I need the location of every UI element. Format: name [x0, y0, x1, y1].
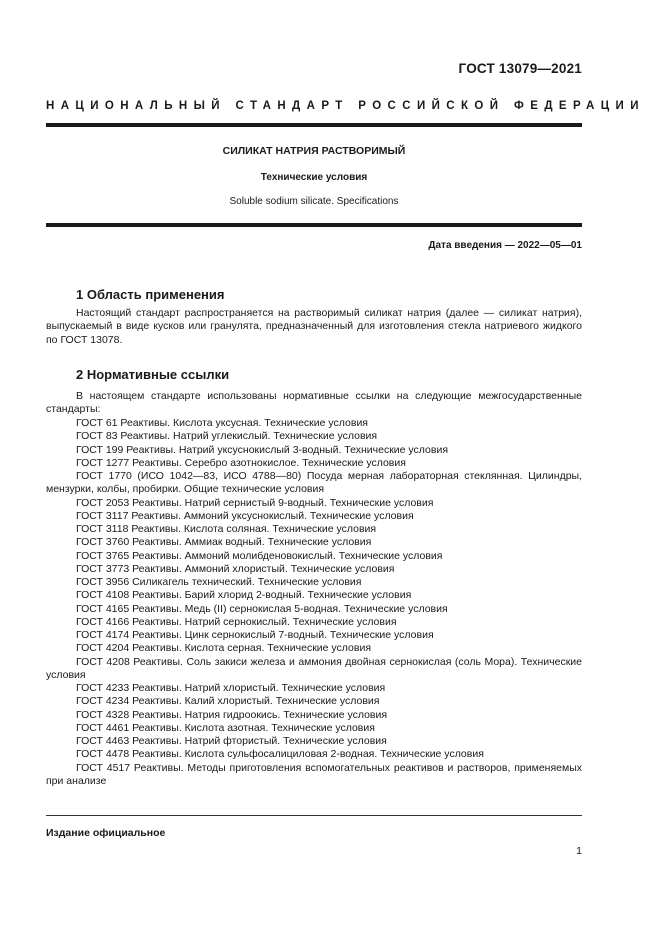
reference-item: ГОСТ 4517 Реактивы. Методы приготовления вспомогательных реактивов и растворов, применяемых при анализе [46, 761, 582, 787]
reference-item: ГОСТ 4174 Реактивы. Цинк сернокислый 7-водный. Технические условия [76, 629, 434, 641]
section-2-heading: 2 Нормативные ссылки [76, 367, 230, 382]
section-1-text [46, 307, 582, 347]
official-edition-label: Издание официальное [46, 827, 166, 839]
reference-item: ГОСТ 3118 Реактивы. Кислота соляная. Технические условия [76, 523, 377, 535]
reference-item: ГОСТ 4165 Реактивы. Медь (II) сернокислая 5-водная. Технические условия [76, 602, 448, 615]
reference-item: ГОСТ 199 Реактивы. Натрий уксуснокислый 3-водный. Технические условия [76, 443, 449, 456]
reference-item: ГОСТ 4234 Реактивы. Калий хлористый. Технические условия [76, 695, 380, 708]
footer-divider [46, 815, 582, 816]
title-divider [46, 223, 582, 227]
standard-code: ГОСТ 13079—2021 [458, 61, 582, 76]
document-subtitle: Технические условия [260, 172, 368, 183]
reference-item: ГОСТ 1770 (ИСО 1042—83, ИСО 4788—80) Посуда мерная лабораторная стеклянная. Цилиндры, мензурки, колбы, пробирки. Общие технические условия [46, 470, 582, 496]
reference-item: ГОСТ 4208 Реактивы. Соль закиси железа и аммония двойная сернокислая (соль Мора). Технические условия [46, 655, 582, 681]
reference-item: ГОСТ 4166 Реактивы. Натрий сернокислый. Технические условия [76, 615, 397, 628]
national-standard-banner: НАЦИОНАЛЬНЫЙ СТАНДАРТ РОССИЙСКОЙ ФЕДЕРАЦИИ [46, 100, 645, 112]
reference-item: ГОСТ 4463 Реактивы. Натрий фтористый. Технические условия [76, 735, 387, 747]
reference-item: ГОСТ 4233 Реактивы. Натрий хлористый. Технические условия [76, 682, 386, 694]
document-title: СИЛИКАТ НАТРИЯ РАСТВОРИМЫЙ [222, 145, 406, 157]
reference-item: ГОСТ 4108 Реактивы. Барий хлорид 2-водный. Технические условия [76, 589, 412, 602]
section-2-intro [46, 390, 582, 417]
reference-item: ГОСТ 1277 Реактивы. Серебро азотнокислое. Технические условия [76, 456, 406, 469]
reference-item: ГОСТ 3117 Реактивы. Аммоний уксуснокислый. Технические условия [76, 509, 414, 522]
reference-item: ГОСТ 3765 Реактивы. Аммоний молибденовокислый. Технические условия [76, 549, 443, 562]
section-1-paragraph: Настоящий стандарт распространяется на растворимый силикат натрия (далее — силикат натрия), выпускаемый в виде кусков или гранулята, предназначенный для изготовления стекла натриевого жидкого по ГОСТ 13078. [46, 307, 582, 346]
reference-item: ГОСТ 61 Реактивы. Кислота уксусная. Технические условия [76, 417, 368, 429]
reference-item: ГОСТ 3760 Реактивы. Аммиак водный. Технические условия [76, 536, 372, 549]
reference-item: ГОСТ 4461 Реактивы. Кислота азотная. Технические условия [76, 721, 375, 734]
reference-item: ГОСТ 4478 Реактивы. Кислота сульфосалициловая 2-водная. Технические условия [76, 748, 484, 761]
reference-item: ГОСТ 83 Реактивы. Натрий углекислый. Технические условия [76, 430, 378, 443]
english-title: Soluble sodium silicate. Specifications [229, 196, 399, 207]
reference-item: ГОСТ 2053 Реактивы. Натрий сернистый 9-водный. Технические условия [76, 496, 434, 509]
reference-item: ГОСТ 3956 Силикагель технический. Технические условия [76, 576, 362, 588]
section-1-heading: 1 Область применения [76, 287, 225, 302]
reference-item: ГОСТ 4204 Реактивы. Кислота серная. Технические условия [76, 642, 372, 655]
section-2-intro-text: В настоящем стандарте использованы нормативные ссылки на следующие межгосударственные стандарты: [46, 390, 582, 416]
reference-item: ГОСТ 4328 Реактивы. Натрия гидроокись. Технические условия [76, 708, 388, 721]
references-list [46, 417, 582, 788]
page-number: 1 [576, 845, 582, 857]
introduction-date: Дата введения — 2022—05—01 [428, 240, 582, 251]
top-divider [46, 123, 582, 127]
reference-item: ГОСТ 3773 Реактивы. Аммоний хлористый. Технические условия [76, 562, 395, 575]
